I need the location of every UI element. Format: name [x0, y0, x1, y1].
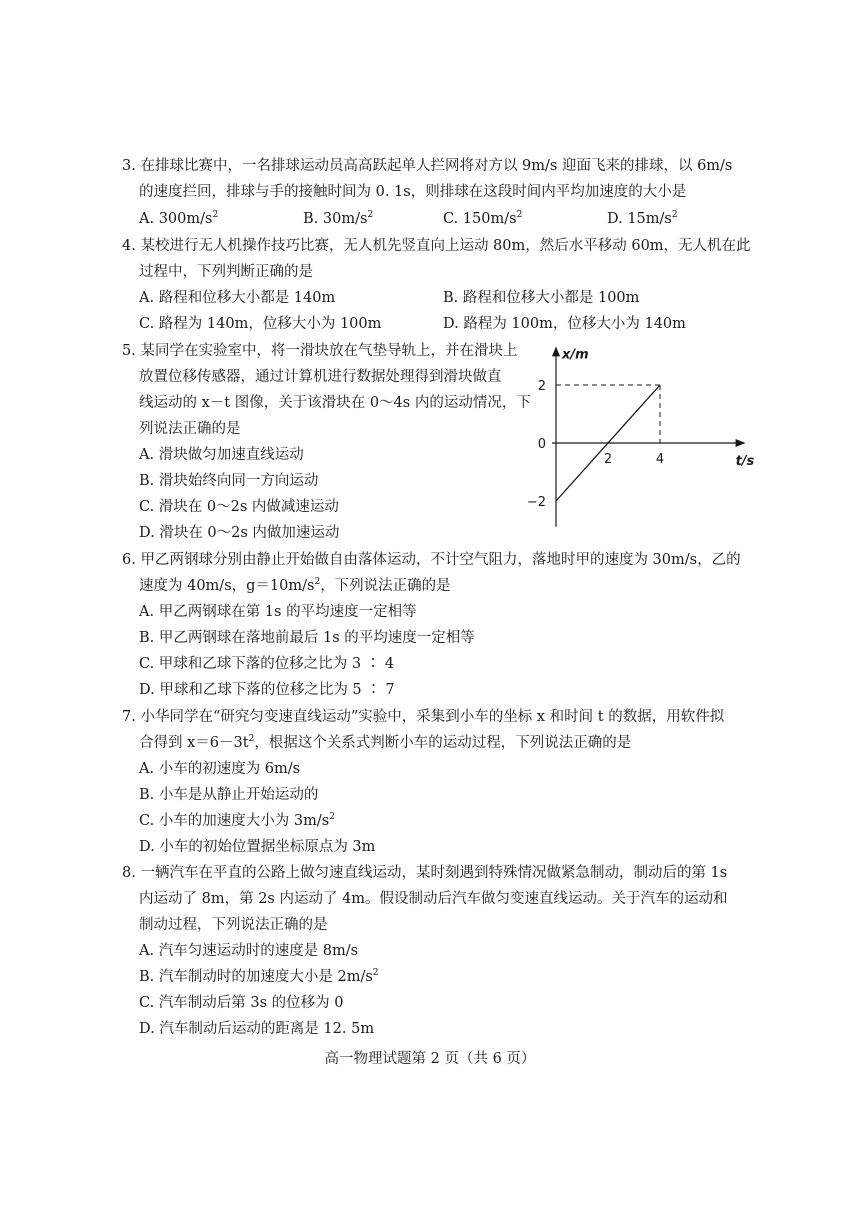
q8-option-a[interactable]: A. 汽车匀速运动时的速度是 8m/s	[139, 943, 359, 959]
y-axis-label: x/m	[562, 347, 589, 363]
q6-option-a[interactable]: A. 甲乙两钢球在第 1s 的平均速度一定相等	[139, 604, 417, 620]
y-tick-label: −2	[526, 495, 546, 510]
y-tick-label: 0	[537, 437, 546, 452]
q5-stem-line2: 放置位移传感器，通过计算机进行数据处理得到滑块做直	[139, 369, 502, 385]
xt-graph	[526, 340, 755, 540]
q6-stem-line1: 6. 甲乙两钢球分别由静止开始做自由落体运动，不计空气阻力，落地时甲的速度为 30m/s，乙的	[122, 552, 741, 568]
page-footer: 高一物理试题第 2 页（共 6 页）	[324, 1051, 536, 1067]
q5-option-d[interactable]: D. 滑块在 0～2s 内做加速运动	[139, 525, 340, 541]
q5-option-c[interactable]: C. 滑块在 0～2s 内做减速运动	[139, 499, 339, 515]
q6-option-b[interactable]: B. 甲乙两钢球在落地前最后 1s 的平均速度一定相等	[139, 630, 475, 646]
q5-option-b[interactable]: B. 滑块始终向同一方向运动	[139, 473, 319, 489]
q7-option-a[interactable]: A. 小车的初速度为 6m/s	[139, 761, 301, 777]
q4-option-a[interactable]: A. 路程和位移大小都是 140m	[139, 290, 336, 306]
q3-option-d[interactable]: D. $15m/s^2$	[607, 210, 678, 227]
q4-stem-line2: 过程中，下列判断正确的是	[139, 264, 313, 280]
x-tick-label: 2	[603, 452, 613, 467]
q4-option-d[interactable]: D. 路程为 100m，位移大小为 140m	[443, 316, 686, 332]
q7-stem-line1: 7. 小华同学在“研究匀变速直线运动”实验中，采集到小车的坐标 x 和时间 t 的数据，用软件拟	[122, 709, 725, 725]
q7-option-c[interactable]: C. 小车的加速度大小为 $3m/s^2$	[139, 812, 335, 829]
y-axis-arrow-icon	[552, 346, 560, 356]
q8-option-b[interactable]: B. 汽车制动时的加速度大小是 $2m/s^2$	[139, 968, 379, 985]
q5-stem-line1: 5. 某同学在实验室中，将一滑块放在气垫导轨上，并在滑块上	[122, 343, 518, 359]
q8-stem-line1: 8. 一辆汽车在平直的公路上做匀速直线运动，某时刻遇到特殊情况做紧急制动，制动后的第 1s	[122, 865, 728, 881]
q5-option-a[interactable]: A. 滑块做匀加速直线运动	[139, 447, 304, 463]
x-axis-label: t/s	[735, 454, 755, 469]
q4-option-b[interactable]: B. 路程和位移大小都是 100m	[443, 290, 640, 306]
q3-option-c[interactable]: C. $150m/s^2$	[443, 210, 523, 227]
q7-option-b[interactable]: B. 小车是从静止开始运动的	[139, 787, 319, 803]
q4-stem-line1: 4. 某校进行无人机操作技巧比赛，无人机先竖直向上运动 80m，然后水平移动 60m，无人机在此	[122, 238, 751, 254]
q4-option-c[interactable]: C. 路程为 140m，位移大小为 100m	[139, 316, 382, 332]
q8-stem-line3: 制动过程，下列说法正确的是	[139, 917, 328, 933]
q6-option-d[interactable]: D. 甲球和乙球下落的位移之比为 5 ∶ 7	[139, 682, 395, 698]
q8-option-d[interactable]: D. 汽车制动后运动的距离是 12. 5m	[139, 1021, 375, 1037]
q3-option-a[interactable]: A. $300m/s^2$	[139, 210, 219, 227]
q5-stem-line4: 列说法正确的是	[139, 421, 241, 437]
x-tick-label: 4	[655, 452, 665, 467]
q3-stem-line1: 3. 在排球比赛中，一名排球运动员高高跃起单人拦网将对方以 9m/s 迎面飞来的排球，以 6m/s	[122, 158, 733, 174]
x-axis-arrow-icon	[736, 439, 746, 447]
q7-stem-line2: 合得到 $x=6-3t^2$，根据这个关系式判断小车的运动过程，下列说法正确的是	[139, 734, 632, 751]
q7-option-d[interactable]: D. 小车的初始位置据坐标原点为 3m	[139, 839, 376, 855]
q3-option-b[interactable]: B. $30m/s^2$	[303, 210, 374, 227]
q5-stem-line3: 线运动的 x－t 图像，关于该滑块在 0～4s 内的运动情况，下	[139, 395, 531, 411]
q6-stem-line2: 速度为 40m/s，$g=10m/s^2$，下列说法正确的是	[139, 577, 451, 594]
q3-stem-line2: 的速度拦回，排球与手的接触时间为 0. 1s，则排球在这段时间内平均加速度的大小是	[139, 184, 687, 200]
q8-option-c[interactable]: C. 汽车制动后第 3s 的位移为 0	[139, 995, 344, 1011]
q6-option-c[interactable]: C. 甲球和乙球下落的位移之比为 3 ∶ 4	[139, 656, 395, 672]
y-tick-label: 2	[537, 379, 546, 394]
q8-stem-line2: 内运动了 8m，第 2s 内运动了 4m。假设制动后汽车做匀变速直线运动。关于汽车的运动和	[139, 891, 728, 907]
